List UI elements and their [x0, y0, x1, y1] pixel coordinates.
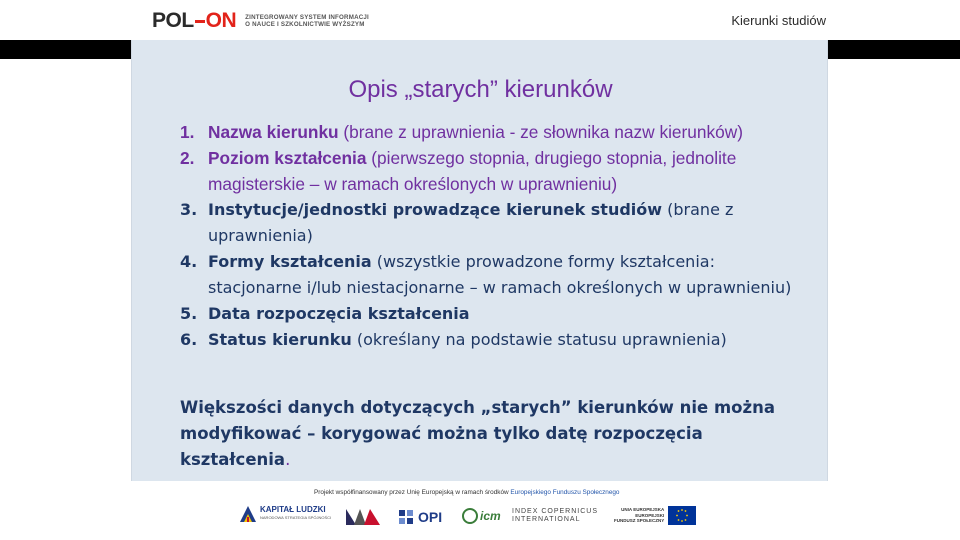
eu-flag-icon: [668, 506, 696, 525]
field-list: [180, 119, 800, 353]
footer-logos: [154, 484, 770, 540]
kapital-ludzki-subtext: NARODOWA STRATEGIA SPÓJNOŚCI: [260, 515, 332, 520]
section-label: Kierunki studiów: [731, 13, 826, 28]
logo-dash: [195, 20, 205, 23]
cofinance-text-fund: Europejskiego Funduszu Społecznego: [510, 489, 620, 496]
index-copernicus-text: INDEX COPERNICUS: [512, 508, 599, 515]
list-item-description: (pierwszego stopnia, drugiego stopnia, jednolite magisterskie – w ramach określonych w uprawnieniu): [208, 148, 737, 194]
opi-logo: [399, 509, 442, 525]
list-item: [180, 197, 800, 249]
note-text: Większości danych dotyczących „starych” kierunków nie można modyfikować – korygować można tylko datę rozpoczęcia kształcenia: [180, 398, 775, 469]
cofinance-text: [314, 489, 620, 496]
slide-title: Opis „starych” kierunków: [348, 76, 613, 103]
list-item: [180, 327, 800, 353]
list-item-term: Instytucje/jednostki prowadzące kierunek studiów: [208, 200, 663, 219]
list-item-number: 1.: [180, 122, 195, 142]
list-item-description: (wszystkie prowadzone formy kształcenia: stacjonarne i/lub niestacjonarne – w ramach określonych w uprawnieniu): [208, 252, 792, 297]
list-item-number: 4.: [180, 252, 198, 271]
ministry-icon: [346, 509, 380, 525]
kapital-ludzki-text: KAPITAŁ LUDZKI: [260, 505, 326, 514]
eu-stars-icon: [668, 506, 696, 525]
logo-text-on: ON: [205, 9, 237, 32]
list-item: [180, 249, 800, 301]
list-item-number: 5.: [180, 304, 198, 323]
list-item-number: 2.: [180, 148, 195, 168]
kapital-ludzki-logo: [240, 506, 331, 522]
list-item-term: Status kierunku: [208, 330, 352, 349]
logo-text-pol: POL: [152, 9, 194, 32]
list-item-term: Poziom kształcenia: [208, 148, 367, 168]
note-paragraph: [180, 395, 800, 473]
eu-text-3: FUNDUSZ SPOŁECZNY: [614, 518, 665, 524]
logo-wordmark: [152, 9, 236, 33]
list-item-description: (brane z uprawnienia - ze słownika nazw kierunków): [338, 122, 743, 142]
opi-icon: [399, 510, 415, 524]
ministry-logo: [346, 509, 380, 525]
opi-text: OPI: [418, 509, 443, 525]
list-item-description: (określany na podstawie statusu uprawnienia): [351, 330, 727, 349]
icm-text: icm: [480, 509, 501, 523]
eu-text-2: EUROPEJSKI: [635, 512, 665, 518]
icm-icon: [462, 508, 478, 524]
list-item-term: Data rozpoczęcia kształcenia: [208, 304, 470, 323]
icm-logo: [462, 508, 501, 524]
list-item-description: (brane z uprawnienia): [208, 200, 734, 245]
list-item-term: Formy kształcenia: [208, 252, 372, 271]
list-item: [180, 145, 800, 197]
index-copernicus-logo: [512, 508, 598, 524]
list-item-number: 6.: [180, 330, 198, 349]
eu-text-1: UNIA EUROPEJSKA: [621, 507, 665, 513]
logo-tagline: [245, 14, 369, 29]
list-item-term: Nazwa kierunku: [208, 122, 339, 142]
kapital-ludzki-icon: [240, 506, 256, 522]
header: [0, 0, 960, 40]
logo-tagline-line1: ZINTEGROWANY SYSTEM INFORMACJI: [245, 13, 369, 21]
logo-tagline-line2: O NAUCE I SZKOLNICTWIE WYŻSZYM: [245, 21, 365, 28]
list-item: [180, 301, 800, 327]
list-item-number: 3.: [180, 200, 198, 219]
eu-logo: [614, 506, 696, 525]
cofinance-text-main: Projekt współfinansowany przez Unię Europejską w ramach środków: [314, 489, 511, 496]
note-period: .: [285, 450, 291, 469]
index-copernicus-subtext: INTERNATIONAL: [512, 516, 581, 523]
polon-logo[interactable]: [152, 9, 369, 33]
list-item: [180, 119, 800, 145]
